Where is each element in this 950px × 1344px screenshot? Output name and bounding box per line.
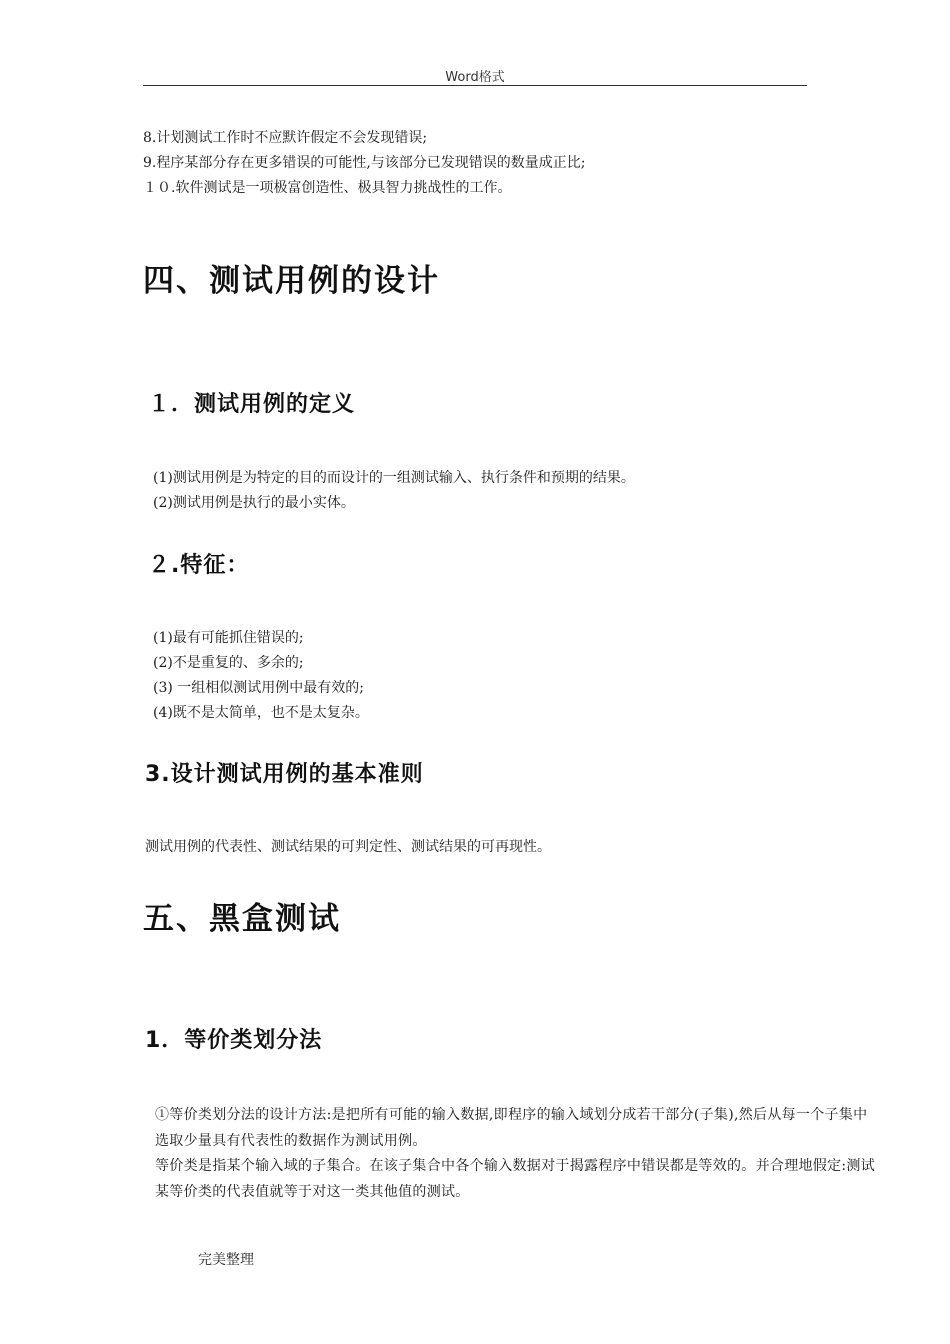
- page-footer-text: 完美整理: [198, 1252, 254, 1268]
- list-item: (4)既不是太简单，也不是太复杂。: [153, 705, 369, 721]
- section-4-3-heading: 3.设计测试用例的基本准则: [145, 762, 424, 787]
- paragraph: ①等价类划分法的设计方法:是把所有可能的输入数据,即程序的输入域划分成若干部分(子集),然后从每一个子集中选取少量具有代表性的数据作为测试用例。: [155, 1107, 868, 1149]
- list-item: (2)测试用例是执行的最小实体。: [153, 495, 355, 511]
- list-item: 8.计划测试工作时不应默许假定不会发现错误;: [143, 130, 428, 146]
- section-4-3-text: 测试用例的代表性、测试结果的可判定性、测试结果的可再现性。: [145, 839, 551, 855]
- section-4-1-heading: １．测试用例的定义: [148, 392, 356, 417]
- list-item: 9.程序某部分存在更多错误的可能性,与该部分已发现错误的数量成正比;: [143, 155, 586, 171]
- paragraph: 等价类是指某个输入域的子集合。在该子集合中各个输入数据对于揭露程序中错误都是等效的。并合理地假定:测试某等价类的代表值就等于对这一类其他值的测试。: [155, 1158, 876, 1200]
- list-item: １０.软件测试是一项极富创造性、极具智力挑战性的工作。: [143, 180, 512, 196]
- section-5-1-heading: 1．等价类划分法: [145, 1028, 323, 1053]
- section-5-1-body: [155, 1103, 880, 1205]
- list-item: (1)最有可能抓住错误的;: [153, 630, 304, 646]
- section-4-heading: 四、测试用例的设计: [143, 263, 440, 299]
- page-header-title: Word格式: [445, 70, 505, 85]
- list-item: (3) 一组相似测试用例中最有效的;: [153, 680, 364, 696]
- list-item: (2)不是重复的、多余的;: [153, 655, 304, 671]
- section-4-2-heading: ２.特征：: [148, 553, 250, 578]
- section-5-heading: 五、黑盒测试: [143, 901, 341, 937]
- list-item: (1)测试用例是为特定的目的而设计的一组测试输入、执行条件和预期的结果。: [153, 470, 635, 486]
- header-divider: [143, 85, 807, 86]
